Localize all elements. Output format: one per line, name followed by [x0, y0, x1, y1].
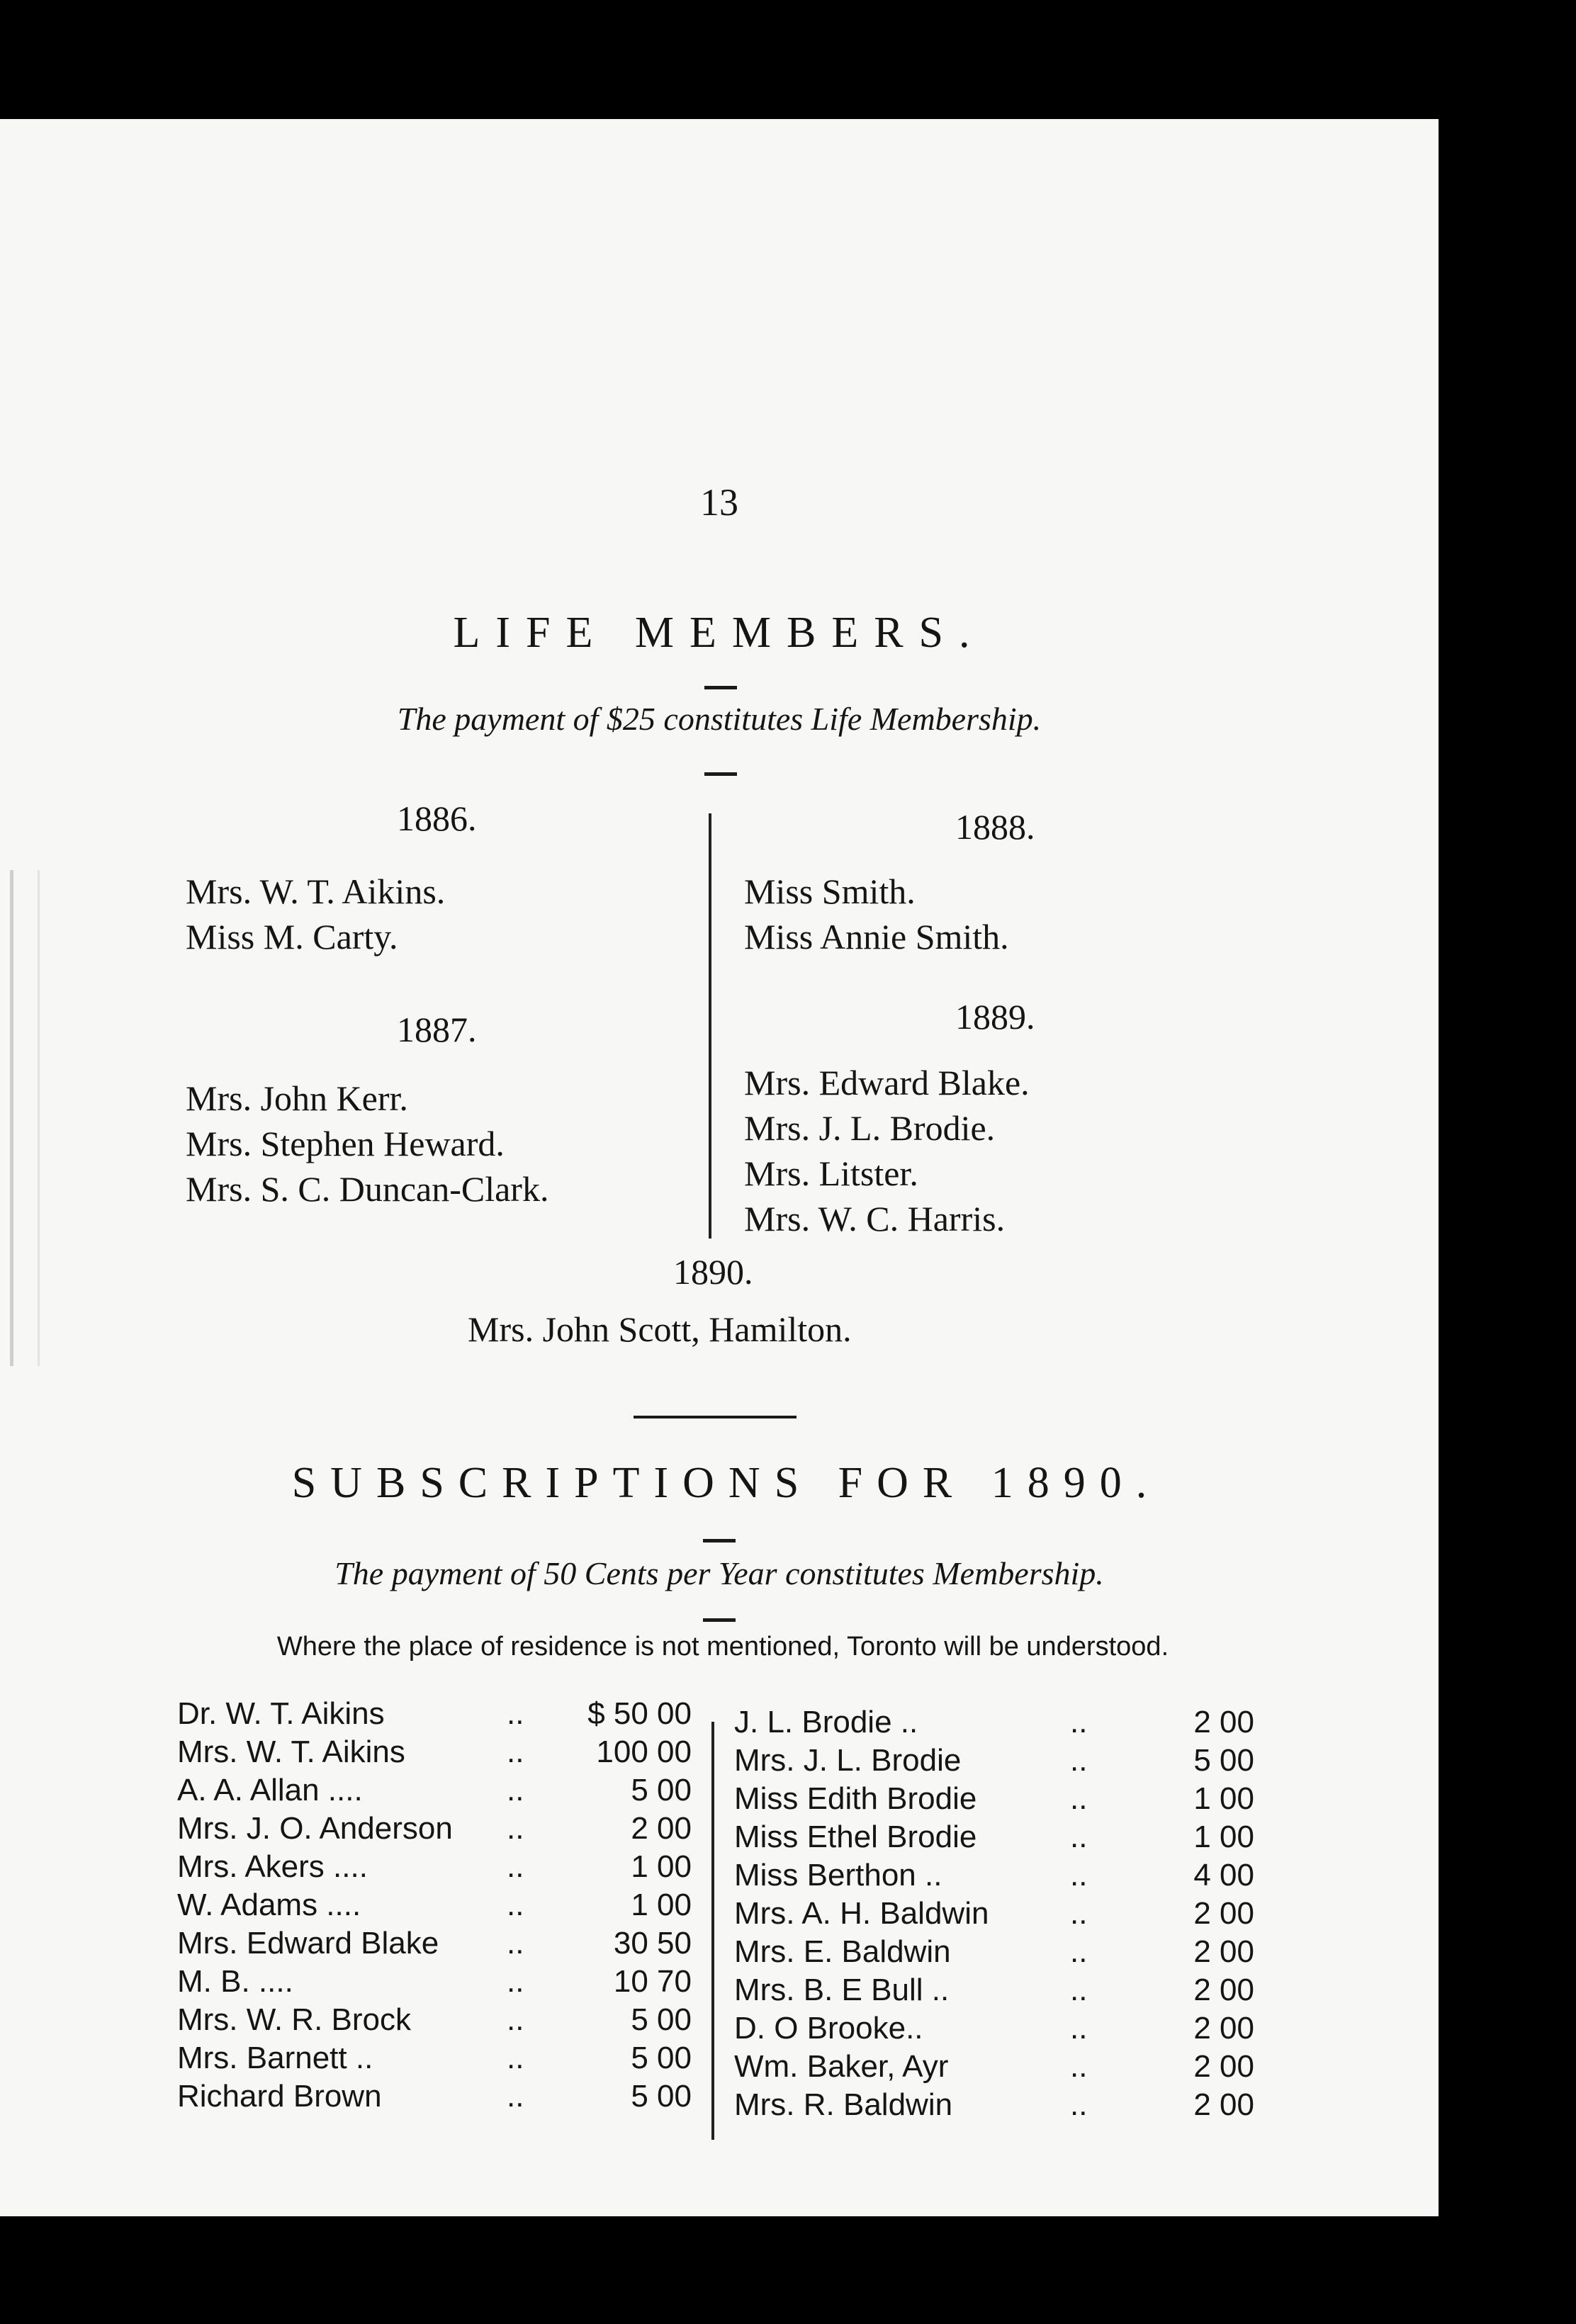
- year-heading: 1890.: [673, 1252, 753, 1292]
- leader-dots: ..: [1070, 1820, 1088, 1854]
- subscription-amount: 30 50: [613, 1926, 692, 1961]
- leader-dots: ..: [507, 1964, 524, 1999]
- subscriptions-note: The payment of 50 Cents per Year constitutes Membership.: [334, 1555, 1104, 1591]
- subscriber-name: Mrs. B. E Bull ..: [734, 1973, 950, 2007]
- leader-dots: ..: [507, 1773, 524, 1807]
- subscription-amount: 1 00: [1193, 1781, 1254, 1816]
- leader-dots: ..: [507, 1926, 524, 1961]
- leader-dots: ..: [507, 1888, 524, 1922]
- subscriber-name: Mrs. J. O. Anderson: [177, 1811, 453, 1846]
- subscriber-name: Mrs. E. Baldwin: [734, 1934, 951, 1969]
- leader-dots: ..: [1070, 1934, 1088, 1969]
- year-heading: 1886.: [397, 799, 477, 838]
- subscriber-name: Mrs. W. T. Aikins: [177, 1734, 405, 1769]
- subscription-amount: 4 00: [1193, 1858, 1254, 1893]
- subscription-amount: 2 00: [631, 1811, 692, 1846]
- subscription-amount: 5 00: [631, 2079, 692, 2114]
- subscriber-name: Mrs. W. R. Brock: [177, 2002, 411, 2037]
- subscriber-name: Mrs. J. L. Brodie: [734, 1743, 962, 1778]
- subscription-amount: 10 70: [613, 1964, 692, 1999]
- leader-dots: ..: [507, 1734, 524, 1769]
- subscription-amount: 2 00: [1193, 2049, 1254, 2084]
- subscription-amount: 2 00: [1193, 1705, 1254, 1739]
- subscriber-name: Mrs. Barnett ..: [177, 2041, 373, 2075]
- member-name: Miss M. Carty.: [186, 917, 398, 957]
- leader-dots: ..: [507, 2002, 524, 2037]
- member-name: Mrs. S. C. Duncan-Clark.: [186, 1169, 549, 1209]
- leader-dots: ..: [507, 2041, 524, 2075]
- member-name: Mrs. Litster.: [744, 1153, 918, 1193]
- leader-dots: ..: [507, 1696, 524, 1731]
- subscription-amount: 2 00: [1193, 1973, 1254, 2007]
- subscription-amount: 5 00: [631, 2041, 692, 2075]
- subscriber-name: D. O Brooke..: [734, 2011, 923, 2046]
- subscriber-name: Mrs. Akers ....: [177, 1849, 368, 1884]
- subscription-amount: 5 00: [631, 1773, 692, 1807]
- member-name: Mrs. J. L. Brodie.: [744, 1108, 996, 1148]
- subscription-amount: 2 00: [1193, 1896, 1254, 1931]
- subscription-amount: $ 50 00: [587, 1696, 692, 1731]
- subscription-amount: 100 00: [596, 1734, 692, 1769]
- leader-dots: ..: [1070, 1781, 1088, 1816]
- subscriber-name: Miss Berthon ..: [734, 1858, 942, 1893]
- member-name: Mrs. W. C. Harris.: [744, 1199, 1006, 1239]
- leader-dots: ..: [507, 2079, 524, 2114]
- subscriber-name: Miss Edith Brodie: [734, 1781, 977, 1816]
- member-name: Mrs. Edward Blake.: [744, 1063, 1030, 1102]
- leader-dots: ..: [1070, 1896, 1088, 1931]
- column-divider: [709, 813, 711, 1239]
- subscriber-name: Miss Ethel Brodie: [734, 1820, 977, 1854]
- leader-dots: ..: [1070, 1705, 1088, 1739]
- subscriptions-title: SUBSCRIPTIONS FOR 1890.: [291, 1459, 1161, 1507]
- section-rule: [634, 1416, 797, 1418]
- page-number: 13: [700, 481, 738, 524]
- leader-dots: ..: [1070, 2011, 1088, 2046]
- member-name: Miss Annie Smith.: [744, 917, 1009, 957]
- subscriber-name: Mrs. A. H. Baldwin: [734, 1896, 989, 1931]
- note-dash: [703, 1618, 736, 1622]
- life-members-title: LIFE MEMBERS.: [453, 609, 986, 657]
- life-members-note: The payment of $25 constitutes Life Membership.: [397, 701, 1042, 737]
- title-dash: [704, 686, 737, 689]
- subscriber-name: J. L. Brodie ..: [734, 1705, 918, 1739]
- subscription-amount: 2 00: [1193, 2011, 1254, 2046]
- leader-dots: ..: [1070, 2049, 1088, 2084]
- member-name: Miss Smith.: [744, 872, 916, 911]
- title-dash: [703, 1539, 736, 1542]
- subscriber-name: Mrs. R. Baldwin: [734, 2087, 953, 2122]
- subscription-amount: 5 00: [1193, 1743, 1254, 1778]
- residence-note: Where the place of residence is not mentioned, Toronto will be understood.: [276, 1632, 1169, 1662]
- subscriber-name: M. B. ....: [177, 1964, 293, 1999]
- note-dash: [704, 772, 737, 776]
- year-heading: 1888.: [955, 807, 1035, 847]
- subscriber-name: Mrs. Edward Blake: [177, 1926, 439, 1961]
- subscriber-name: Dr. W. T. Aikins: [177, 1696, 385, 1731]
- subscriber-name: Richard Brown: [177, 2079, 382, 2114]
- column-divider: [711, 1722, 714, 2140]
- subscription-amount: 1 00: [1193, 1820, 1254, 1854]
- page-sheet: [0, 119, 1439, 2216]
- subscription-amount: 5 00: [631, 2002, 692, 2037]
- subscription-amount: 1 00: [631, 1888, 692, 1922]
- subscription-amount: 2 00: [1193, 1934, 1254, 1969]
- year-heading: 1887.: [397, 1010, 477, 1049]
- member-name: Mrs. John Scott, Hamilton.: [468, 1309, 852, 1349]
- member-name: Mrs. Stephen Heward.: [186, 1124, 505, 1163]
- leader-dots: ..: [1070, 1973, 1088, 2007]
- subscriber-name: A. A. Allan ....: [177, 1773, 363, 1807]
- member-name: Mrs. John Kerr.: [186, 1078, 408, 1118]
- subscription-amount: 1 00: [631, 1849, 692, 1884]
- leader-dots: ..: [1070, 2087, 1088, 2122]
- leader-dots: ..: [1070, 1858, 1088, 1893]
- leader-dots: ..: [507, 1811, 524, 1846]
- subscriber-name: W. Adams ....: [177, 1888, 361, 1922]
- subscriber-name: Wm. Baker, Ayr: [734, 2049, 949, 2084]
- member-name: Mrs. W. T. Aikins.: [186, 872, 446, 911]
- page-fold-mark: [10, 870, 40, 1366]
- year-heading: 1889.: [955, 997, 1035, 1037]
- subscription-amount: 2 00: [1193, 2087, 1254, 2122]
- leader-dots: ..: [1070, 1743, 1088, 1778]
- leader-dots: ..: [507, 1849, 524, 1884]
